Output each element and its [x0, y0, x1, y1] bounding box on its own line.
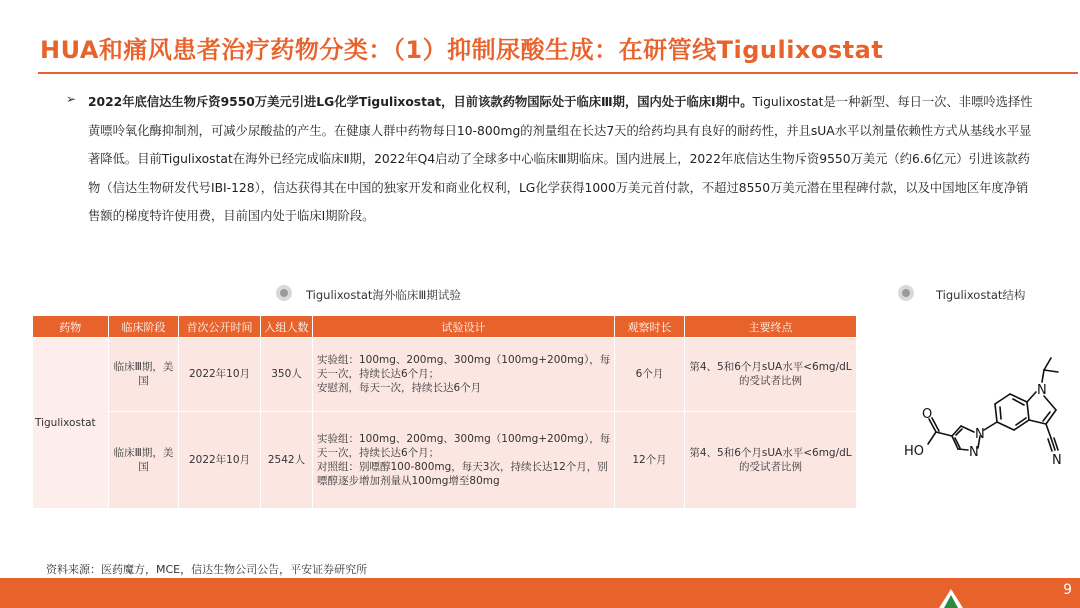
table-row [33, 338, 857, 412]
trial-table [32, 316, 857, 509]
table-header-row [33, 316, 857, 338]
nitrogen-label: N [1037, 383, 1047, 398]
radio-dot-icon [898, 285, 914, 301]
source-note: 资料来源：医药魔方，MCE，信达生物公司公告，平安证券研究所 [46, 563, 368, 576]
duration-cell: 12个月 [615, 411, 685, 508]
tigulixostat-structure-image [896, 352, 1066, 482]
design-line: 安慰剂，每天一次，持续长达6个月 [317, 382, 482, 395]
bullet-lead: 2022年底信达生物斥资9550万美元引进LG化学Tigulixostat，目前该款药物国际处于临床Ⅲ期，国内处于临床Ⅰ期中。 [88, 95, 753, 109]
table-row [33, 411, 857, 508]
enrolled-cell: 350人 [261, 338, 313, 412]
header-endpoint: 主要终点 [685, 316, 857, 338]
date-cell: 2022年10月 [179, 411, 261, 508]
design-line: 实验组：100mg、200mg、300mg（100mg+200mg），每天一次，持续长达6个月； [317, 432, 611, 459]
header-date: 首次公开时间 [179, 316, 261, 338]
bullet-paragraph [88, 88, 1033, 231]
arrow-bullet-icon: ➢ [66, 92, 77, 106]
nitrogen-label: N [969, 445, 979, 460]
hydroxyl-label: HO [904, 444, 925, 459]
endpoint-cell: 第4、5和6个月sUA水平<6mg/dL的受试者比例 [685, 338, 857, 412]
oxygen-label: O [922, 407, 933, 422]
page-number: 9 [1063, 582, 1072, 598]
structure-caption: Tigulixostat结构 [936, 288, 1026, 302]
design-line: 对照组：别嘌醇100-800mg，每天3次，持续长达12个月，别嘌醇逐步增加剂量从100mg增至80mg [317, 460, 608, 487]
header-duration: 观察时长 [615, 316, 685, 338]
header-phase: 临床阶段 [109, 316, 179, 338]
radio-dot-icon [276, 285, 292, 301]
table-caption: Tigulixostat海外临床Ⅲ期试验 [306, 288, 461, 302]
phase-cell: 临床Ⅲ期，美国 [109, 338, 179, 412]
duration-cell: 6个月 [615, 338, 685, 412]
nitrile-label: N [1052, 453, 1062, 468]
header-drug: 药物 [33, 316, 109, 338]
header-design: 试验设计 [313, 316, 615, 338]
bullet-body: Tigulixostat是一种新型、每日一次、非嘌呤选择性黄嘌呤氧化酶抑制剂，可减少尿酸盐的产生。在健康人群中药物每日10-800mg的剂量组在长达7天的给药均具有良好的耐药性，并且sUA水平以剂量依赖性方式从基线水平显著降低。目前Tigulixostat在海外已经完成临床Ⅱ期，2022年Q4启动了全球多中心临床Ⅲ期临床。国内进展上，2022年底信达生物斥资9550万美元（约6.6亿元）引进该款药物（信达生物研发代号IBI-128），信达获得其在中国的独家开发和商业化权利，LG化学获得1000万美元首付款，不超过8550万美元潜在里程碑付款，以及中国地区年度净销售额的梯度特许使用费，目前国内处于临床Ⅰ期阶段。 [88, 95, 1033, 223]
company-logo [938, 588, 964, 608]
enrolled-cell: 2542人 [261, 411, 313, 508]
phase-cell: 临床Ⅲ期，美国 [109, 411, 179, 508]
endpoint-cell: 第4、5和6个月sUA水平<6mg/dL的受试者比例 [685, 411, 857, 508]
design-cell [313, 411, 615, 508]
design-cell [313, 338, 615, 412]
design-line: 实验组：100mg、200mg、300mg（100mg+200mg），每天一次，持续长达6个月； [317, 354, 611, 381]
header-enrolled: 入组人数 [261, 316, 313, 338]
page-title: HUA和痛风患者治疗药物分类：（1）抑制尿酸生成：在研管线Tigulixostat [40, 36, 884, 64]
footer-bar [0, 578, 1080, 608]
date-cell: 2022年10月 [179, 338, 261, 412]
drug-cell: Tigulixostat [33, 338, 109, 509]
nitrogen-label: N [975, 427, 985, 442]
title-divider [38, 72, 1078, 74]
